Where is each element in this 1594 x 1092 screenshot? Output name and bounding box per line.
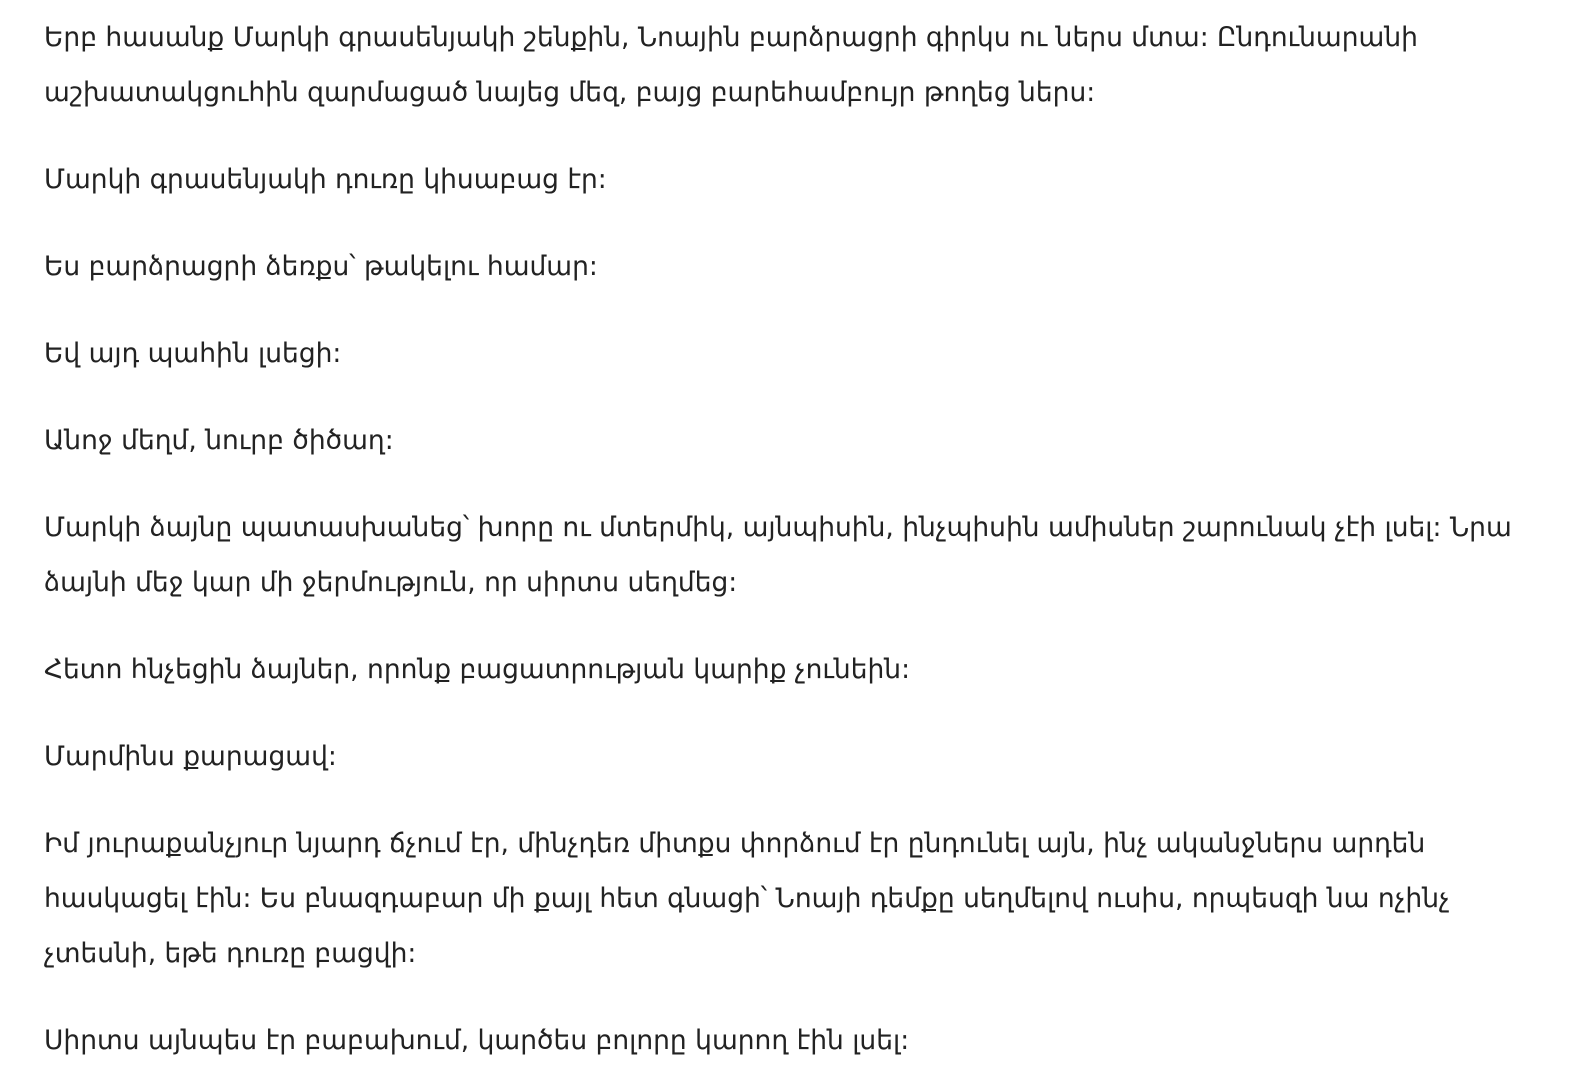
- paragraph-7: Հետո հնչեցին ձայներ, որոնք բացատրության կարիք չունեին:: [44, 654, 911, 685]
- paragraph-4: Եվ այդ պահին լսեցի:: [44, 338, 342, 369]
- paragraph-3: Ես բարձրացրի ձեռքս՝ թակելու համար:: [44, 251, 598, 282]
- paragraph-10: Սիրտս այնպես էր բաբախում, կարծես բոլորը կարող էին լսել:: [44, 1025, 910, 1056]
- paragraph-6: Մարկի ձայնը պատասխանեց՝ խորը ու մտերմիկ, այնպիսին, ինչպիսին ամիսներ շարունակ չէի լսել: Նրա ձայնի մեջ կար մի ջերմություն, որ սիրտս սեղմեց:: [44, 512, 1512, 598]
- paragraph-2: Մարկի գրասենյակի դուռը կիսաբաց էր:: [44, 164, 607, 195]
- paragraph-9: Իմ յուրաքանչյուր նյարդ ճչում էր, մինչդեռ միտքս փորձում էր ընդունել այն, ինչ ականջներս արդեն հասկացել էին: Ես բնազդաբար մի քայլ հետ գնացի՝ Նոայի դեմքը սեղմելով ուսիս, որպեսզի նա ոչինչ չտեսնի, եթե դուռը բացվի:: [44, 828, 1450, 969]
- paragraph-5: Անոջ մեղմ, նուրբ ծիծաղ:: [44, 425, 394, 456]
- paragraph-8: Մարմինս քարացավ:: [44, 741, 337, 772]
- paragraph-1: Երբ հասանք Մարկի գրասենյակի շենքին, Նոային բարձրացրի գիրկս ու ներս մտա: Ընդունարանի աշխատակցուհին զարմացած նայեց մեզ, բայց բարեհամբույր թողեց ներս:: [44, 22, 1418, 108]
